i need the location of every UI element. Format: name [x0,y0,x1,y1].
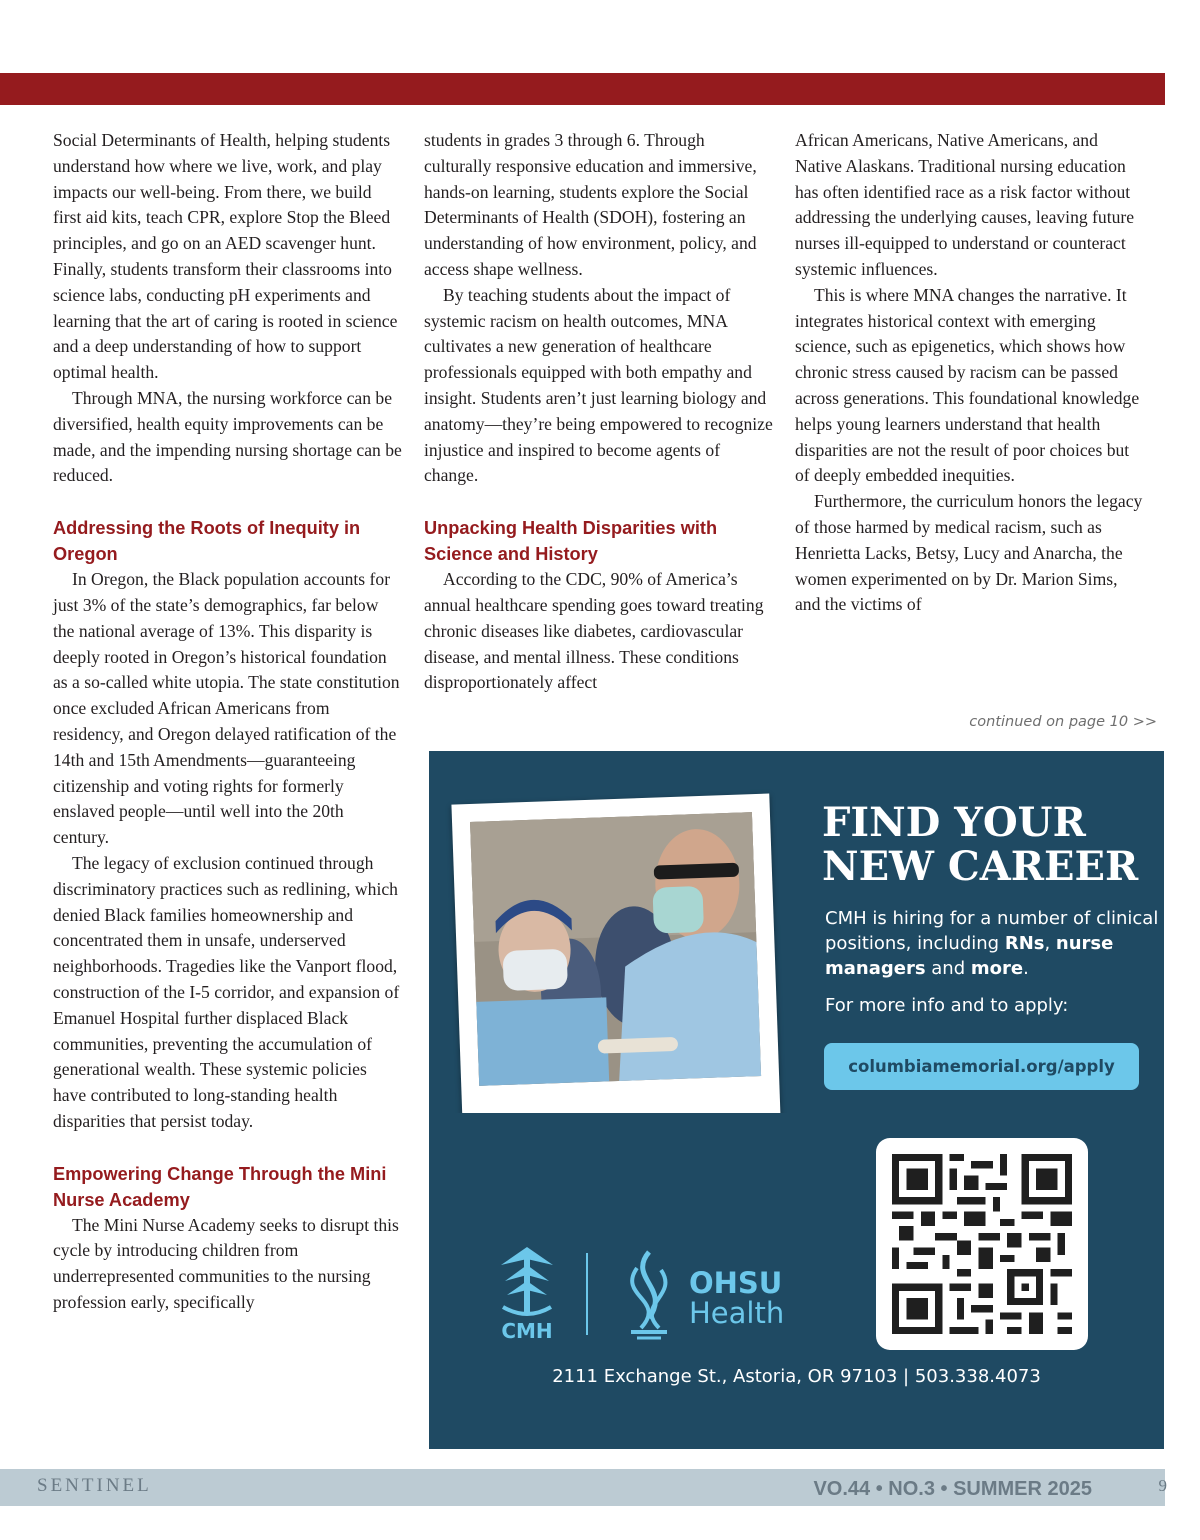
nurse-managers-emphasis: nurse managers [825,933,1114,979]
qr-code-icon [892,1154,1072,1334]
qr-code[interactable] [876,1138,1088,1350]
ad-body [825,906,1160,981]
paragraph: This is where MNA changes the narrative. It integrates historical context with emerging science, such as epigenetics, which shows how chronic stress caused by racism can be passed across generations. This foundational knowledge helps young learners understand that health disparities are not the result of poor choices but of deeply embedded inequities. [795,284,1140,486]
ad-title: FIND YOUR NEW CAREER [822,799,1139,890]
paragraph: students in grades 3 through 6. Through culturally responsive education and immersive, hands-on learning, students explore the Social Determinants of Health (SDOH), fostering an understanding of how environment, policy, and access shape wellness. [424,130,757,279]
surgeons-photo [470,812,761,1086]
body-text: CMH is hiring for a number of clinical positions, including [825,908,1159,954]
ohsu-flame-icon [617,1248,681,1343]
paragraph: Furthermore, the curriculum honors the legacy of those harmed by medical racism, such as Henrietta Lacks, Betsy, Lucy and Anarcha, the women experimented on by Dr. Marion Sims, and the victims of [795,491,1143,615]
photo-card [451,794,780,1130]
paragraph: According to the CDC, 90% of America’s annual healthcare spending goes toward treating chronic diseases like diabetes, cardiovascular disease, and mental illness. These conditions disproportionately affect [424,569,764,693]
paragraph: Through MNA, the nursing workforce can be diversified, health equity improvements can be made, and the impending nursing shortage can be reduced. [53,387,402,486]
section-heading: Unpacking Health Disparities with Science and History [424,518,718,565]
header-band [0,73,1165,105]
article-column-3 [795,128,1147,618]
page-number: 9 [1158,1476,1167,1495]
section-heading: Addressing the Roots of Inequity in Oregon [53,518,361,565]
ohsu-health-logo-text [689,1268,784,1328]
apply-link-button[interactable]: columbiamemorial.org/apply [824,1043,1139,1090]
issue-info: VO.44 • NO.3 • SUMMER 2025 [813,1478,1092,1500]
paragraph: Social Determinants of Health, helping students understand how where we live, work, and play impacts our well-being. From there, we build first aid kits, teach CPR, explore Stop the Bleed principles, and go on an AED scavenger hunt. Finally, students transform their classrooms into science labs, conducting pH experiments and learning that the art of caring is rooted in science and a deep understanding of how to support optimal health. [53,130,398,383]
health-text: Health [689,1296,785,1330]
logo-divider [586,1253,588,1335]
body-text: , [1044,933,1056,954]
career-advertisement-footer [429,1113,1164,1449]
ad-info: For more info and to apply: [825,995,1069,1016]
body-text: and [925,958,971,979]
article-column-1 [53,128,403,1316]
more-emphasis: more [970,958,1024,979]
section-heading: Empowering Change Through the Mini Nurse Academy [53,1163,387,1210]
cmh-logo-text: CMH [501,1319,553,1343]
paragraph: The legacy of exclusion continued through discriminatory practices such as redlining, which denied Black families homeownership and concentrated them in unsafe, underserved neighborhoods. Tragedies like the Vanport flood, construction of the I-5 corridor, and expansion of Emanuel Hospital further displaced Black communities, preventing the accumulation of generational wealth. These systemic policies have contributed to long-standing health disparities that persist today. [53,852,400,1131]
rns-emphasis: RNs [1004,933,1045,954]
continued-link[interactable]: continued on page 10 >> [969,714,1157,730]
body-text: . [1023,958,1029,979]
article-column-2 [424,128,774,696]
publication-name: SENTINEL [37,1475,152,1496]
paragraph: African Americans, Native Americans, and Native Alaskans. Traditional nursing education has often identified race as a risk factor without addressing the underlying causes, leaving future nurses ill-equipped to understand or counteract systemic influences. [795,130,1135,279]
paragraph: In Oregon, the Black population accounts for just 3% of the state’s demographics, far below the national average of 13%. This disparity is deeply rooted in Oregon’s historical foundation as a so-called white utopia. The state constitution once excluded African Americans from residency, and Oregon delayed ratification of the 14th and 15th Amendments—guaranteeing citizenship and voting rights for formerly enslaved people—until well into the 20th century. [53,569,400,848]
ohsu-text: OHSU [689,1266,783,1300]
paragraph: The Mini Nurse Academy seeks to disrupt this cycle by introducing children from underrepresented communities to the nursing profession early, specifically [53,1214,399,1313]
paragraph: By teaching students about the impact of systemic racism on health outcomes, MNA cultivates a new generation of healthcare professionals equipped with both empathy and insight. Students aren’t just learning biology and anatomy—they’re being empowered to recognize injustice and inspired to become agents of change. [424,284,773,486]
career-advertisement [429,751,1164,1113]
contact-address: 2111 Exchange St., Astoria, OR 97103 | 503.338.4073 [552,1366,1041,1387]
